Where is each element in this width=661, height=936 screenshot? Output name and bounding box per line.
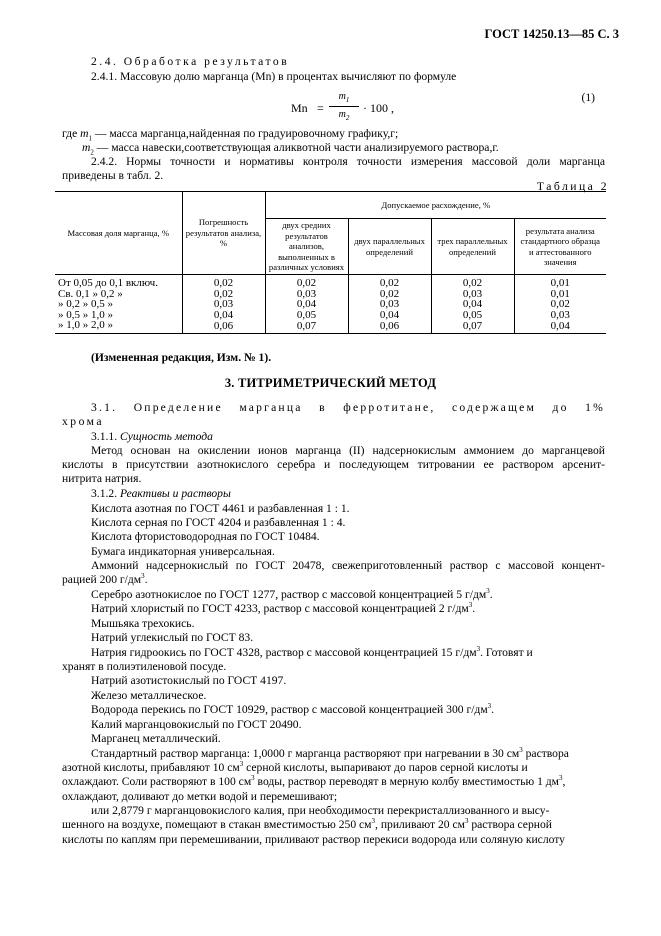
col-header-sub3: трех параллельных определений <box>431 219 514 275</box>
essence-line1: Метод основан на окислении ионов марганца (II) надсернокислым аммонием до марганцевой <box>91 444 605 457</box>
col-header-group: Допускаемое расхождение, % <box>265 192 606 219</box>
essence-line3: нитрита натрия. <box>62 472 142 485</box>
formula-den-sub: 2 <box>345 114 350 122</box>
essence-line2: кислоты в присутствии азотнокислого серебра и последующем титровании ее раствором арсенит- <box>62 458 605 471</box>
where-m2: $m_2$ — масса навески,соответствующая аликвотной части анализируемого раствора,г. <box>82 141 499 157</box>
reagent-5-line1: Аммоний надсернокислый по ГОСТ 20478, свежеприготовленный раствор с массовой концент- <box>91 559 605 572</box>
reagent-11: Натрий азотистокислый по ГОСТ 4197. <box>91 674 287 687</box>
reagent-3: Кислота фтористоводородная по ГОСТ 10484. <box>91 530 320 543</box>
formula-lhs: Mn <box>291 101 308 115</box>
paragraph-2-4-1: 2.4.1. Массовую долю марганца (Mn) в процентах вычисляют по формуле <box>91 70 457 83</box>
standard-line2: азотной кислоты, прибавляют 10 $см^3$ серной кислоты, выпаривают до паров серной кислоты и <box>62 760 528 774</box>
table-caption: Таблица 2 <box>536 180 609 193</box>
standard-line7: кислоты по каплям при перемешивании, приливают раствор перекиси водорода или соляную кислоту <box>62 833 565 846</box>
formula-num: m <box>338 91 346 102</box>
reagent-1: Кислота азотная по ГОСТ 4461 и разбавленная 1 : 1. <box>91 502 350 515</box>
table-row: » 0,5 » 1,0 » 0,04 0,05 0,04 0,05 0,03 <box>55 310 606 321</box>
col-header-error: Погрешность результатов анализа, % <box>182 192 265 275</box>
standard-line3: охлаждают. Соли растворяют в 100 $см^3$ воды, раствор переводят в мерную колбу вместимостью 1 $дм^3$, <box>62 774 566 788</box>
reagent-10-line1: Натрия гидроокись по ГОСТ 4328, раствор с массовой концентрацией 15 $г/дм^3$. Готовят и <box>91 645 533 659</box>
formula-number: (1) <box>581 91 595 104</box>
standard-line5: или 2,8779 г марганцовокислого калия, при необходимости перекристаллизованного и высу- <box>91 804 550 817</box>
reagent-8: Мышьяка трехокись. <box>91 617 195 630</box>
standard-line1: Стандартный раствор марганца: 1,0000 г марганца растворяют при нагревании в 30 $см^3$ раствора <box>91 746 569 760</box>
formula-den: m <box>338 109 346 120</box>
table-row: » 1,0 » 2,0 » 0,06 0,07 0,06 0,07 0,04 <box>55 320 606 333</box>
paragraph-3-1-line2: хрома <box>62 415 105 428</box>
formula-1 <box>291 91 421 125</box>
reagent-7: Натрий хлористый по ГОСТ 4233, раствор с массовой концентрацией 2 $г/дм^3$. <box>91 601 476 615</box>
reagent-10-line2: хранят в полиэтиленовой посуде. <box>62 660 227 673</box>
reagent-14: Калий марганцовокислый по ГОСТ 20490. <box>91 718 302 731</box>
reagent-15: Марганец металлический. <box>91 732 221 745</box>
formula-eq: = <box>317 101 324 115</box>
col-header-sub4: результата анализа стандартного образца и аттестованного значения <box>514 219 606 275</box>
paragraph-2-4-2-line1: 2.4.2. Нормы точности и нормативы контроля точности измерения массовой доли марганца <box>91 155 605 168</box>
edit-note: (Измененная редакция, Изм. № 1). <box>91 351 272 364</box>
paragraph-3-1-line1: 3.1. Определение марганца в ферротитане, содержащем до 1% <box>91 401 605 414</box>
col-header-sub1: двух средних результатов анализов, выполненных в различных условиях <box>265 219 348 275</box>
section-3-title: 3. ТИТРИМЕТРИЧЕСКИЙ МЕТОД <box>224 376 437 390</box>
standard-line4: охлаждают, доливают до метки водой и перемешивают; <box>62 790 338 803</box>
paragraph-2-4-2-line2: приведены в табл. 2. <box>62 169 164 182</box>
standard-line6: шенного на воздухе, помещают в стакан вместимостью 250 $см^3$, приливают 20 $см^3$ раствора серной <box>62 817 552 831</box>
reagent-12: Железо металлическое. <box>91 689 207 702</box>
table-row: » 0,2 » 0,5 » 0,03 0,04 0,03 0,04 0,02 <box>55 299 606 310</box>
col-header-mass-fraction: Массовая доля марганца, % <box>55 192 182 275</box>
page-header: ГОСТ 14250.13—85 С. 3 <box>484 27 619 41</box>
section-2-4-title: 2.4. Обработка результатов <box>91 55 290 68</box>
reagent-4: Бумага индикаторная универсальная. <box>91 545 275 558</box>
formula-num-sub: 1 <box>345 96 350 104</box>
reagent-13: Водорода перекись по ГОСТ 10929, раствор с массовой концентрацией 300 $г/дм^3$. <box>91 702 495 716</box>
formula-rest: · 100 , <box>363 101 394 115</box>
table-row: Св. 0,1 » 0,2 » 0,02 0,03 0,02 0,03 0,01 <box>55 289 606 300</box>
formula-fraction <box>329 91 359 122</box>
reagent-2: Кислота серная по ГОСТ 4204 и разбавленная 1 : 4. <box>91 516 346 529</box>
col-header-sub2: двух параллельных определений <box>348 219 431 275</box>
table-2 <box>55 191 606 334</box>
where-m1: где $m_1$ — масса марганца,найденная по градуировочному графику,г; <box>62 127 399 143</box>
paragraph-3-1-1: 3.1.1. Сущность метода <box>91 430 213 443</box>
paragraph-3-1-2: 3.1.2. Реактивы и растворы <box>91 487 231 500</box>
reagent-5-line2: рацией 200 $г/дм^3$. <box>62 572 148 586</box>
table-row: От 0,05 до 0,1 включ. 0,02 0,02 0,02 0,02 0,01 <box>55 275 606 289</box>
reagent-6: Серебро азотнокислое по ГОСТ 1277, раствор с массовой концентрацией 5 $г/дм^3$. <box>91 587 493 601</box>
reagent-9: Натрий углекислый по ГОСТ 83. <box>91 631 254 644</box>
